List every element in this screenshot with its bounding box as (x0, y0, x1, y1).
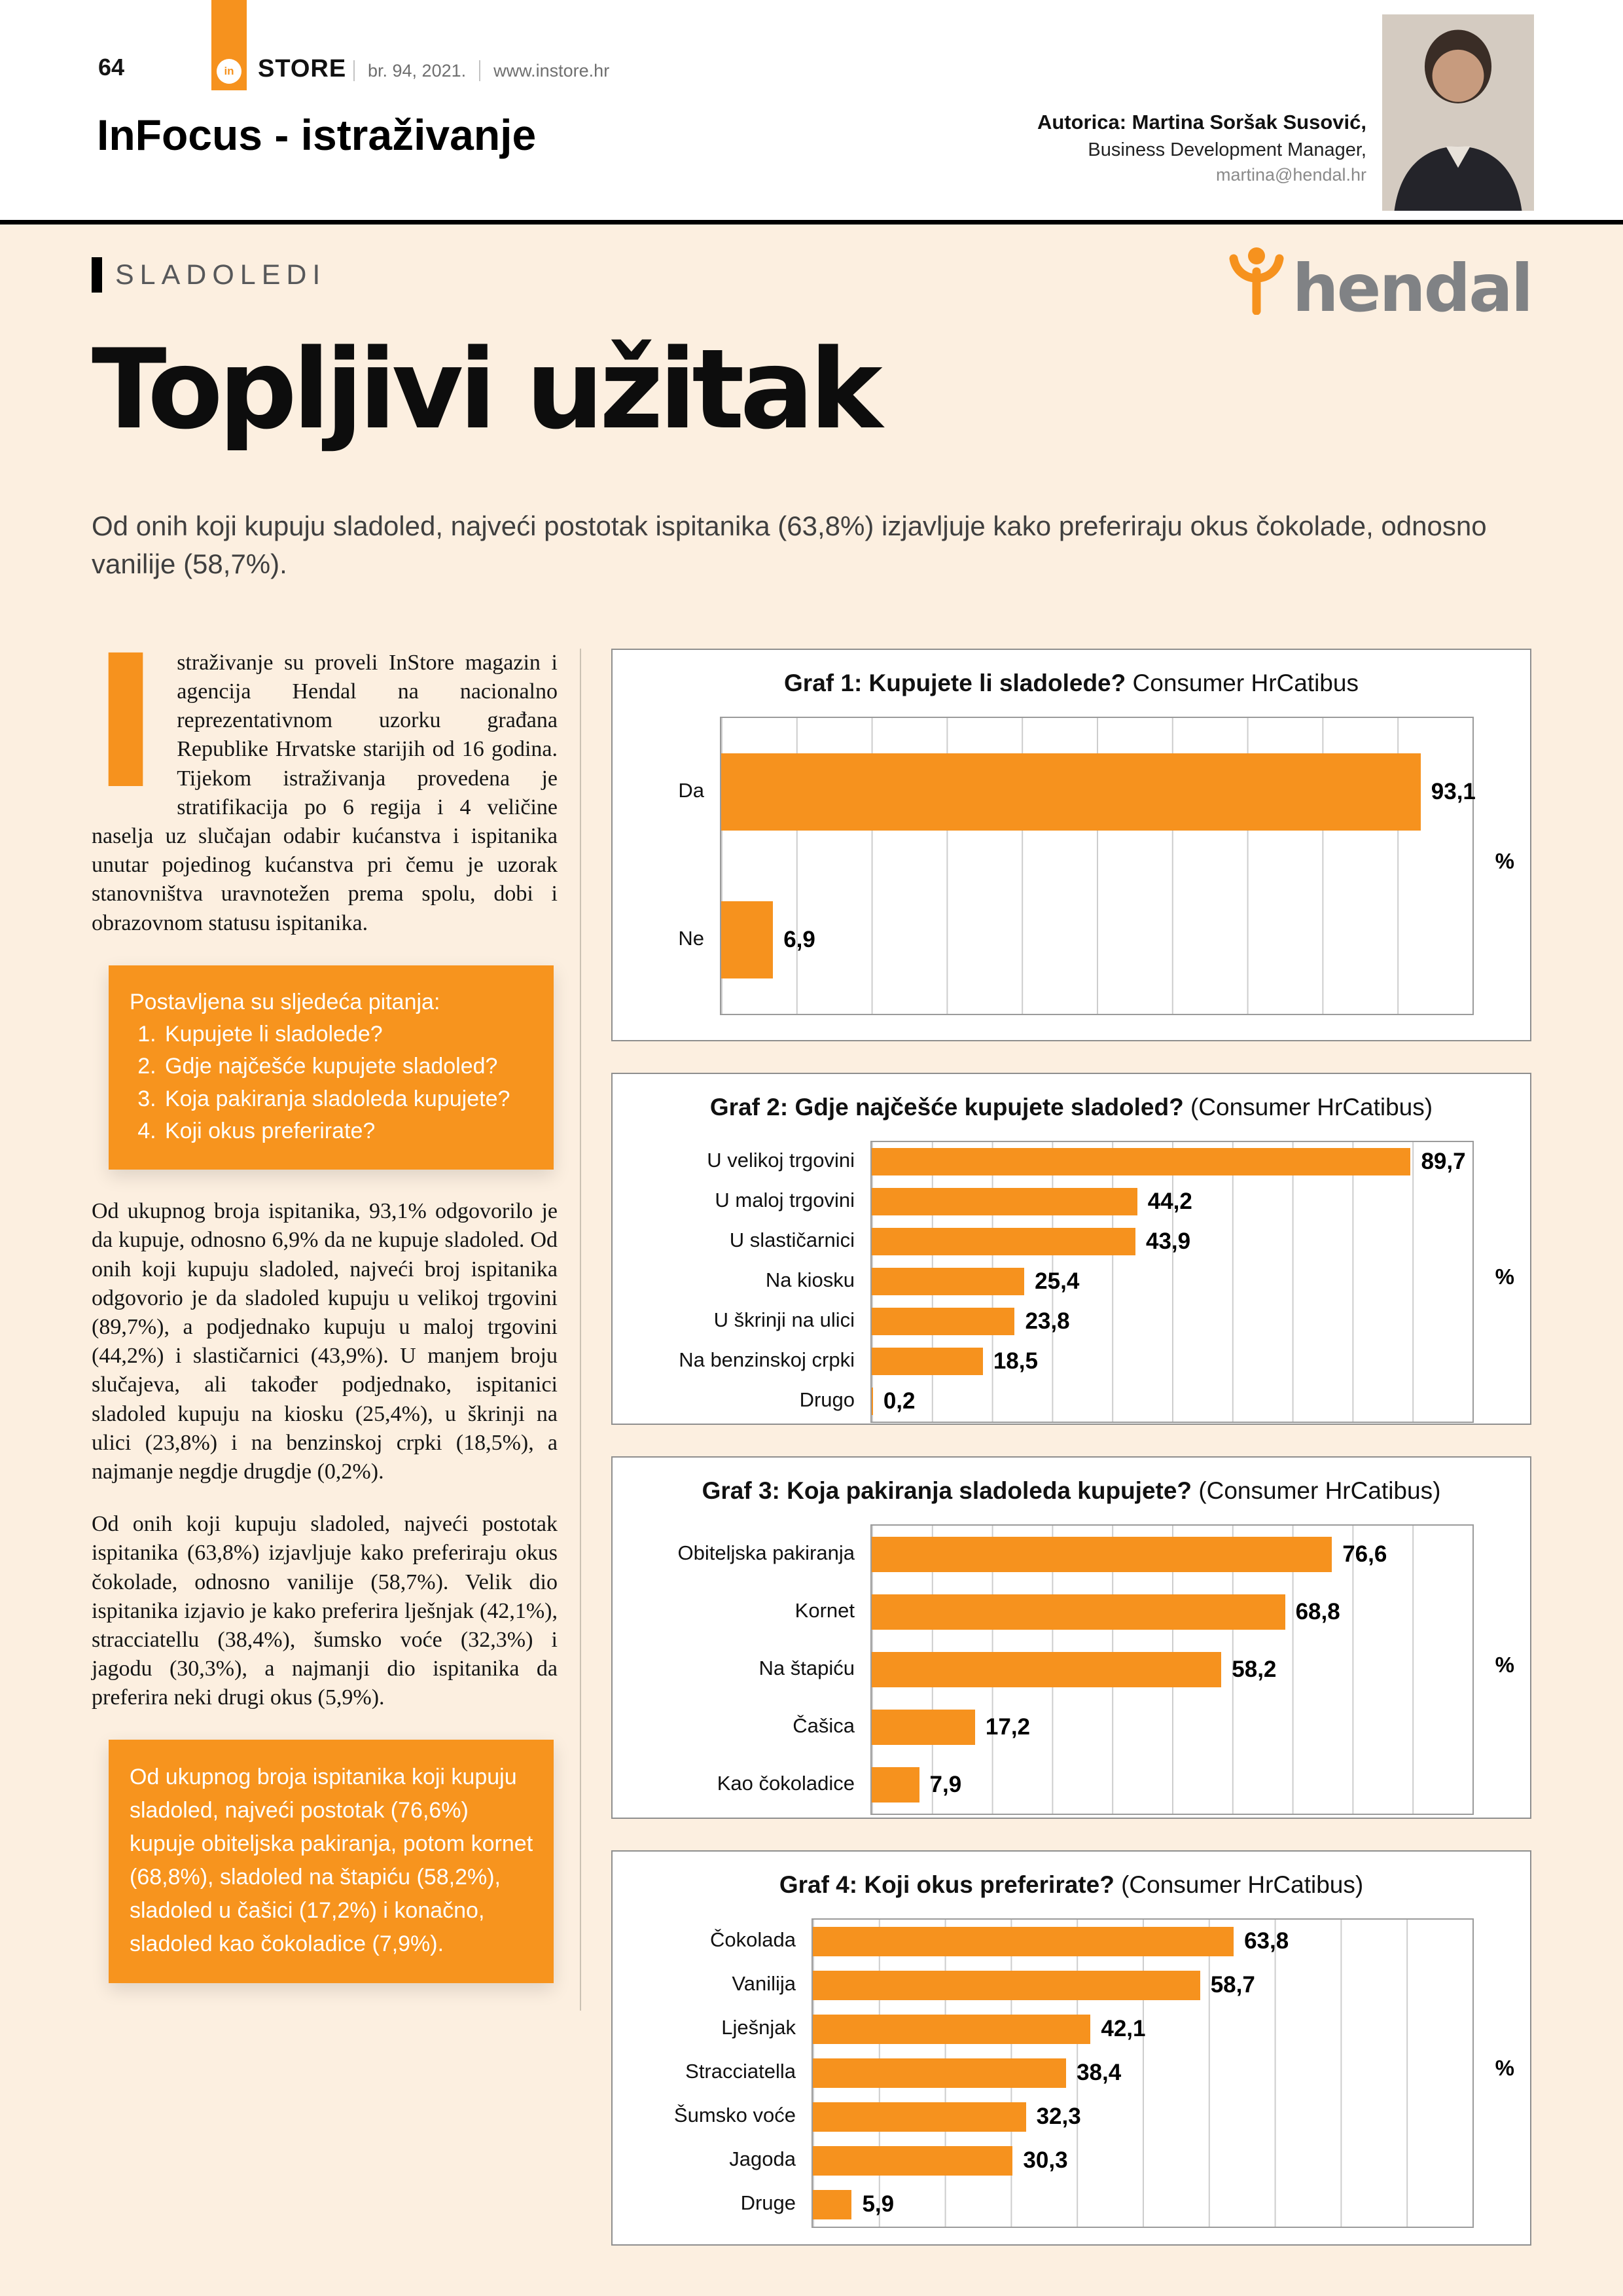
chart-area (613, 1132, 1530, 1423)
highlight-box-text: Od ukupnog broja ispitanika koji kupuju sladoled, najveći postotak (76,6%) kupuje obiteljska pakiranja, potom kornet (68,8%), sladoled na štapiću (58,2%), sladoled u čašici (17,2%) i konačno, sladoled kao čokoladice (7,9%). (130, 1765, 533, 1957)
chart-unit-label: % (1495, 848, 1514, 873)
two-column-layout (92, 616, 1531, 2277)
chart-category: Drugo (799, 1388, 855, 1412)
dropcap-letter: I (92, 616, 160, 830)
bar-value: 68,8 (1295, 1598, 1340, 1624)
chart-bar-row (872, 1583, 1472, 1641)
bar-value: 44,2 (1147, 1189, 1192, 1215)
issue-number: br. 94, 2021. (368, 60, 467, 81)
chart-title (626, 1094, 1517, 1121)
chart-title-main: Graf 3: Koja pakiranja sladoleda kupujete? (702, 1477, 1192, 1504)
bar (872, 1188, 1137, 1215)
chart-plot (870, 1141, 1474, 1423)
chart-plot (870, 1524, 1474, 1815)
chart-category: Stracciatella (685, 2060, 796, 2083)
chart-category-labels (622, 717, 720, 1015)
paragraph-results-flavour: Od onih koji kupuju sladoled, najveći postotak ispitanika (63,8%) izjavljuje kako preferiraju okus čokolade, odnosno vanilije (58,7%). Velik dio ispitanika izjavio je kako preferira lješnjak (42,1%), stracciatellu (38,4%), šumsko voće (32,3%) i jagodu (30,3%), a najmanji dio ispitanika da preferira neki drugi okus (5,9%). (92, 1512, 558, 1710)
chart-category: Ne (678, 926, 704, 950)
author-block (1037, 110, 1366, 187)
chart-category: Čašica (793, 1713, 855, 1737)
bar (872, 1388, 873, 1415)
chart-bar-row (872, 1302, 1472, 1342)
chart-bar-row (872, 1182, 1472, 1222)
bar (813, 2058, 1066, 2088)
kicker-bar (92, 257, 102, 293)
separator (353, 60, 355, 81)
chart-bar-row (813, 2183, 1472, 2227)
bar (872, 1308, 1014, 1335)
question-item: 3. Koja pakiranja sladoleda kupujete? (162, 1083, 535, 1115)
chart-category: Lješnjak (721, 2016, 796, 2039)
bar-value: 63,8 (1244, 1928, 1289, 1954)
chart-bar-row (872, 1382, 1472, 1422)
chart-bar-row (872, 1641, 1472, 1698)
author-photo (1382, 14, 1534, 211)
bar-value: 23,8 (1025, 1308, 1070, 1335)
questions-list (130, 1018, 535, 1147)
bar (872, 1652, 1221, 1687)
bar (872, 1228, 1135, 1255)
chart-title-note: Consumer HrCatibus (1132, 669, 1359, 696)
hendal-person-icon (1228, 247, 1285, 315)
chart-category: Čokolada (710, 1928, 796, 1952)
author-name: Autorica: Martina Soršak Susović, (1037, 111, 1366, 134)
text-column (92, 616, 581, 2011)
bar-value: 5,9 (862, 2191, 895, 2217)
chart-title-main: Graf 1: Kupujete li sladolede? (784, 669, 1126, 696)
chart-title (626, 670, 1517, 697)
chart-bar-row (872, 1222, 1472, 1262)
bar (872, 1710, 975, 1745)
chart-category: U velikoj trgovini (707, 1149, 855, 1172)
chart-area (613, 1909, 1530, 2228)
page-number: 64 (98, 54, 125, 81)
paragraph-results-purchase: Od ukupnog broja ispitanika, 93,1% odgovorilo je da kupuje, odnosno 6,9% da ne kupuje sladoled. Od onih koji kupuju sladoled, najveći broj ispitanika odgovorio je da sladoled kupuju u velikoj trgovini (89,7%), a podjednako kupuju u maloj trgovini (44,2%) i slastičarnici (43,9%). U manjem broju slučajeva, ali također podjednako, ispitanici sladoled kupuju na kiosku (25,4%), u škrinji na ulici (23,8%) i na benzinskoj crpki (18,5%), a najmanje negdje drugdje (0,2%). (92, 1199, 558, 1484)
chart-category-labels (622, 1524, 870, 1815)
chart-bar-row (813, 1964, 1472, 2007)
chart-graf-4 (611, 1850, 1531, 2246)
chart-title-note: (Consumer HrCatibus) (1190, 1093, 1433, 1121)
section-title: InFocus - istraživanje (97, 111, 537, 159)
chart-category: Vanilija (732, 1972, 796, 1996)
highlight-box (109, 1740, 554, 1983)
question-item: 2. Gdje najčešće kupujete sladoled? (162, 1050, 535, 1083)
kicker-row (92, 247, 1531, 327)
bar-value: 17,2 (985, 1713, 1031, 1740)
chart-category: Šumsko voće (673, 2104, 796, 2127)
bar-value: 32,3 (1036, 2104, 1081, 2130)
chart-bar-row (872, 1698, 1472, 1756)
chart-title-note: (Consumer HrCatibus) (1198, 1477, 1441, 1504)
bar (721, 901, 773, 978)
chart-unit-label: % (1495, 1265, 1514, 1289)
instore-logo-text: STORE (258, 55, 347, 82)
charts-column (581, 649, 1531, 2277)
chart-title (626, 1871, 1517, 1899)
chart-plot (812, 1918, 1474, 2228)
author-role: Business Development Manager, (1088, 139, 1366, 160)
bar (872, 1537, 1332, 1572)
chart-bar-row (813, 2139, 1472, 2183)
bar-value: 58,7 (1210, 1972, 1255, 1998)
instore-logo-icon: in (217, 59, 241, 84)
bar-value: 6,9 (783, 926, 815, 952)
chart-plot (720, 717, 1474, 1015)
chart-category-labels (622, 1141, 870, 1423)
chart-unit-label: % (1495, 1652, 1514, 1677)
bar (813, 2190, 851, 2219)
issue-meta (353, 60, 609, 81)
bar-value: 76,6 (1342, 1541, 1387, 1567)
article-content (0, 247, 1623, 2277)
bar (872, 1594, 1285, 1630)
chart-area (613, 1515, 1530, 1815)
bar (813, 2102, 1026, 2132)
chart-category: Obiteljska pakiranja (677, 1541, 855, 1564)
paragraph-methodology (92, 616, 558, 938)
chart-bar-row (813, 2095, 1472, 2139)
chart-graf-2 (611, 1073, 1531, 1425)
chart-title-main: Graf 4: Koji okus preferirate? (779, 1871, 1115, 1898)
chart-category-labels (622, 1918, 812, 2228)
page-header (0, 0, 1623, 224)
chart-category: Na benzinskoj crpki (679, 1348, 855, 1372)
bar (813, 2146, 1012, 2176)
chart-category: Kao čokoladice (717, 1771, 855, 1795)
hendal-logo (1228, 247, 1531, 327)
bar-value: 25,4 (1035, 1268, 1080, 1295)
chart-category: Na štapiću (758, 1656, 855, 1679)
chart-category: Druge (740, 2191, 796, 2215)
chart-title (626, 1477, 1517, 1505)
chart-bar-row (813, 2051, 1472, 2095)
bar-value: 43,9 (1146, 1229, 1191, 1255)
chart-bar-row (813, 1920, 1472, 1964)
chart-title-note: (Consumer HrCatibus) (1121, 1871, 1364, 1898)
bar-value: 30,3 (1023, 2147, 1068, 2174)
bar (813, 1927, 1234, 1956)
bar-value: 18,5 (993, 1348, 1038, 1374)
chart-bar-row (721, 866, 1472, 1014)
chart-graf-3 (611, 1456, 1531, 1819)
bar-value: 7,9 (929, 1771, 962, 1797)
chart-graf-1 (611, 649, 1531, 1041)
chart-category: Kornet (794, 1598, 855, 1622)
instore-logo-tab (211, 0, 247, 90)
bar-value: 58,2 (1232, 1656, 1277, 1682)
article-lead: Od onih koji kupuju sladoled, najveći postotak ispitanika (63,8%) izjavljuje kako preferiraju okus čokolade, odnosno vanilije (58,7%). (92, 511, 1487, 579)
kicker-label: SLADOLEDI (115, 259, 327, 291)
bar-value: 89,7 (1421, 1149, 1466, 1175)
chart-bar-row (872, 1262, 1472, 1302)
chart-bar-row (813, 2007, 1472, 2051)
chart-bar-row (872, 1756, 1472, 1814)
bar (872, 1148, 1410, 1175)
chart-category: Jagoda (729, 2147, 796, 2171)
article-title: Topljivi užitak (92, 325, 878, 454)
bar-value: 42,1 (1101, 2016, 1146, 2042)
question-item: 1. Kupujete li sladolede? (162, 1018, 535, 1050)
bar (872, 1767, 919, 1803)
author-email-link[interactable]: martina@hendal.hr (1215, 165, 1366, 185)
bar (872, 1348, 983, 1375)
chart-category: U maloj trgovini (715, 1189, 855, 1212)
chart-category: U slastičarnici (729, 1229, 855, 1252)
bar-value: 93,1 (1431, 778, 1476, 804)
hendal-logo-text: hendal (1292, 250, 1531, 327)
bar (721, 753, 1421, 831)
questions-box (109, 965, 554, 1170)
person-silhouette-icon (1382, 14, 1534, 211)
chart-bar-row (721, 718, 1476, 866)
chart-area (613, 708, 1530, 1015)
bar (872, 1268, 1024, 1295)
separator (479, 60, 480, 81)
chart-bar-row (872, 1342, 1472, 1382)
chart-bar-row (872, 1526, 1472, 1583)
bar-value: 38,4 (1077, 2060, 1122, 2086)
questions-box-title: Postavljena su sljedeća pitanja: (130, 989, 440, 1014)
article-kicker (92, 257, 326, 293)
chart-category: U škrinji na ulici (713, 1308, 855, 1332)
paragraph-text: straživanje su proveli InStore magazin i agencija Hendal na nacionalno reprezentativnom uzorku građana Republike Hrvatske starijih od 16 godina. Tijekom istraživanja provedena je stratifikacija po 6 regija i 4 veličine naselja uz slučajan odabir kućanstva i ispitanika unutar pojedinog kućanstva pri čemu je uzorak stanovništva uravnotežen prema spolu, dobi i obrazovnom statusu ispitanika. (92, 650, 558, 935)
bar (813, 1971, 1200, 2000)
chart-bar-row (872, 1142, 1472, 1182)
chart-unit-label: % (1495, 2056, 1514, 2081)
chart-category: Na kiosku (765, 1268, 855, 1292)
question-item: 4. Koji okus preferirate? (162, 1115, 535, 1147)
bar-value: 0,2 (883, 1388, 916, 1414)
chart-title-main: Graf 2: Gdje najčešće kupujete sladoled? (709, 1093, 1184, 1121)
bar (813, 2015, 1090, 2044)
website-link[interactable]: www.instore.hr (493, 60, 610, 81)
chart-category: Da (678, 778, 704, 802)
